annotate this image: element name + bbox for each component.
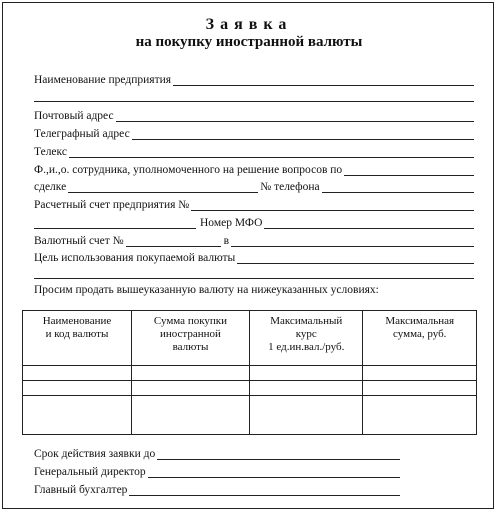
enterprise-name-field[interactable]	[173, 73, 474, 86]
accountant-label: Главный бухгалтер	[34, 484, 128, 496]
table-cell[interactable]	[23, 381, 132, 396]
settlement-account-field[interactable]	[191, 198, 474, 211]
phone-field[interactable]	[322, 180, 474, 193]
table-row	[23, 396, 477, 435]
telegraph-address-field[interactable]	[132, 127, 474, 140]
deal-field[interactable]	[68, 180, 258, 193]
table-row	[23, 366, 477, 381]
table-row	[23, 381, 477, 396]
postal-address-label: Почтовый адрес	[34, 110, 114, 122]
table-cell[interactable]	[249, 366, 363, 381]
header-currency-name: Наименование и код валюты	[23, 311, 132, 366]
table-cell[interactable]	[249, 381, 363, 396]
employee-row	[34, 160, 474, 176]
employee-label: Ф.,и.,о. сотрудника, уполномоченного на решение вопросов по	[34, 164, 343, 176]
enterprise-name-row	[34, 70, 474, 86]
bank-field[interactable]	[231, 234, 474, 247]
validity-label: Срок действия заявки до	[34, 448, 156, 460]
purpose-field[interactable]	[237, 251, 474, 264]
postal-address-field[interactable]	[116, 109, 474, 122]
table-cell[interactable]	[23, 396, 132, 435]
telegraph-address-label: Телеграфный адрес	[34, 128, 130, 140]
purpose-row	[34, 248, 474, 264]
deal-label: сделке	[34, 181, 67, 193]
purpose-field-line2[interactable]	[34, 278, 474, 279]
accountant-field[interactable]	[129, 483, 400, 496]
header-purchase-amount: Сумма покупки иностранной валюты	[131, 311, 249, 366]
enterprise-name-label: Наименование предприятия	[34, 74, 172, 86]
postal-address-row	[34, 106, 474, 122]
enterprise-name-field-line2[interactable]	[34, 101, 474, 102]
currency-account-field[interactable]	[126, 234, 221, 247]
director-field[interactable]	[148, 465, 400, 478]
form-subtitle: на покупку иностранной валюты	[135, 34, 363, 50]
mfo-field[interactable]	[264, 216, 474, 229]
director-label: Генеральный директор	[34, 466, 146, 478]
employee-field[interactable]	[344, 163, 474, 176]
settlement-account-label: Расчетный счет предприятия №	[34, 199, 190, 211]
director-row	[34, 462, 400, 478]
settlement-account-row	[34, 195, 474, 211]
in-bank-label: в	[223, 235, 230, 247]
table-cell[interactable]	[23, 366, 132, 381]
validity-field[interactable]	[157, 447, 400, 460]
table-cell[interactable]	[363, 381, 477, 396]
conditions-table	[22, 310, 477, 435]
mfo-label: Номер МФО	[200, 217, 263, 229]
table-cell[interactable]	[363, 366, 477, 381]
currency-account-row	[34, 231, 474, 247]
purpose-label: Цель использования покупаемой валюты	[34, 252, 236, 264]
telex-label: Телекс	[34, 146, 67, 158]
accountant-row	[34, 480, 400, 496]
header-max-sum: Максимальная сумма, руб.	[363, 311, 477, 366]
table-cell[interactable]	[131, 381, 249, 396]
intro-text: Просим продать вышеуказанную валюту на нижеуказанных условиях:	[34, 284, 379, 296]
telex-row	[34, 142, 474, 158]
telegraph-address-row	[34, 124, 474, 140]
form-title: Заявка	[205, 16, 293, 33]
table-cell[interactable]	[363, 396, 477, 435]
table-cell[interactable]	[131, 366, 249, 381]
table-cell[interactable]	[131, 396, 249, 435]
mfo-row	[34, 213, 474, 229]
settlement-account-field-line2[interactable]	[34, 216, 196, 229]
telex-field[interactable]	[69, 145, 474, 158]
deal-phone-row	[34, 177, 474, 193]
currency-account-label: Валютный счет №	[34, 235, 124, 247]
table-header-row	[23, 311, 477, 366]
header-max-rate: Максимальный курс 1 ед.ин.вал./руб.	[249, 311, 363, 366]
table-cell[interactable]	[249, 396, 363, 435]
phone-label: № телефона	[260, 181, 320, 193]
validity-row	[34, 444, 400, 460]
